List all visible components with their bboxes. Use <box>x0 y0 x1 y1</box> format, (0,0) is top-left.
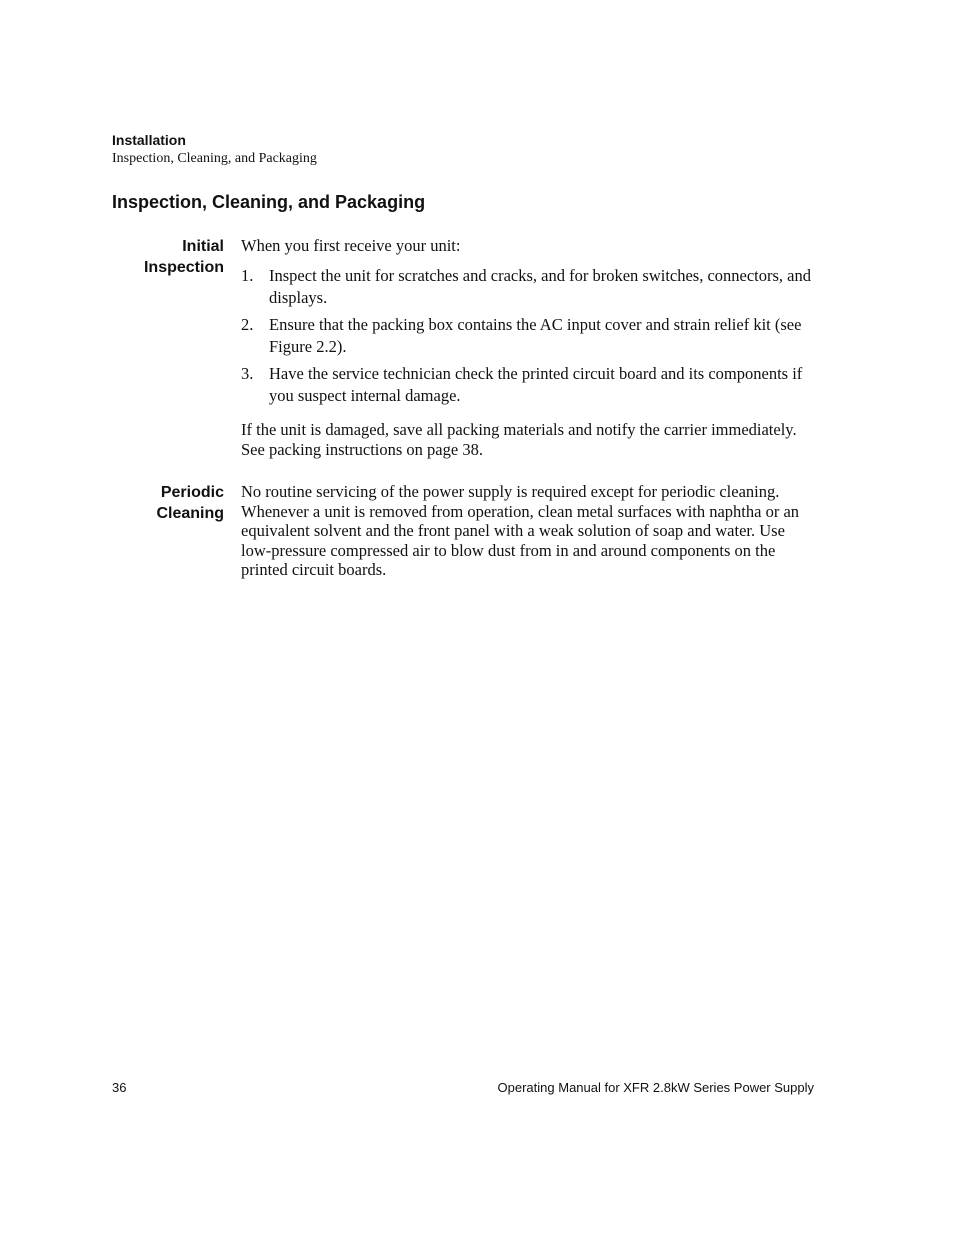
list-item-text: Ensure that the packing box contains the AC input cover and strain relief kit (see Figure 2.2). <box>269 315 802 356</box>
running-header-section: Inspection, Cleaning, and Packaging <box>112 151 317 166</box>
list-item-number: 1. <box>241 266 254 285</box>
damage-note: If the unit is damaged, save all packing materials and notify the carrier immediately. See packing instructions on page 38. <box>241 420 797 459</box>
running-header-chapter: Installation <box>112 132 186 148</box>
list-item-number: 2. <box>241 315 254 334</box>
list-item <box>241 265 816 309</box>
footer-manual-title: Operating Manual for XFR 2.8kW Series Power Supply <box>497 1080 814 1095</box>
list-item-number: 3. <box>241 364 254 383</box>
inspection-intro: When you first receive your unit: <box>241 236 461 255</box>
side-head-initial-inspection <box>84 236 224 278</box>
inspection-steps-list <box>241 265 816 412</box>
page-number: 36 <box>112 1080 127 1095</box>
cleaning-paragraph: No routine servicing of the power supply is required except for periodic cleaning. Whenever a unit is removed from operation, clean metal surfaces with naphtha or an equivalent solvent and the front panel with a weak solution of soap and water. Use low-pressure compressed air to blow dust from in and around components on the printed circuit boards. <box>241 482 800 579</box>
side-head-line: Periodic <box>160 484 224 501</box>
list-item-text: Have the service technician check the printed circuit board and its components if you suspect internal damage. <box>269 364 803 405</box>
side-head-line: Inspection <box>143 259 224 276</box>
side-head-line: Initial <box>182 238 224 255</box>
section-title: Inspection, Cleaning, and Packaging <box>112 192 426 212</box>
list-item-text: Inspect the unit for scratches and cracks, and for broken switches, connectors, and displays. <box>269 266 812 307</box>
side-head-periodic-cleaning <box>84 482 224 524</box>
list-item <box>241 314 816 358</box>
side-head-line: Cleaning <box>156 505 224 522</box>
list-item <box>241 363 816 407</box>
